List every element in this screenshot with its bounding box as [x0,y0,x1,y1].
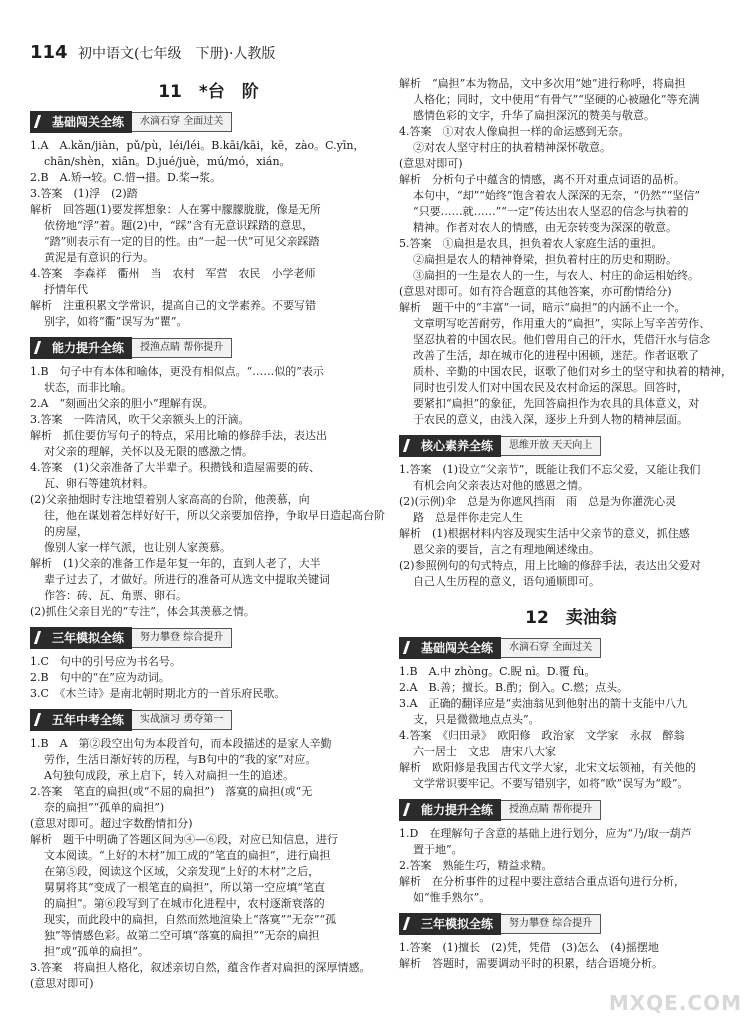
answer-line: 1.B A 第②段空出句为本段首句，而本段描述的是家人辛勤 [30,737,332,750]
answer-line: 对父亲的理解，关怀以及无限的感激之情。 [44,445,253,458]
answer-line: 瓦、卵石等建筑材料。 [44,477,154,490]
answer-line: chān/shèn，xiān。D.jué/juè，mú/mó，xián。 [44,155,291,168]
section-title: 核心素养全练 [399,435,501,457]
answer-line: 2.A B.善；擅长。B.酌；倒入。C.燃；点头。 [399,681,629,694]
section-subtitle: 实战演习 勇夺第一 [132,710,232,730]
answer-line: 3.A 正确的翻译应是“卖油翁见到他射出的箭十支能中八九 [399,697,688,710]
answer-line: (2)(示例)伞 总是为你遮风挡雨 雨 总是为你灌洗心灵 [399,495,677,508]
answer-line: 独”等情感色彩。故第二空可填“落寞的扁担”“无奈的扁担 [44,929,320,942]
answer-line: 像别人家一样气派，也让别人家羡慕。 [44,541,231,554]
book-title: 初中语文(七年级 下册)·人教版 [78,46,276,62]
answer-line: 置于地”。 [413,843,463,856]
answer-line: 解析 欧阳修是我国古代文学大家，北宋文坛领袖，有关他的 [399,761,696,774]
answer-line: 感情色彩的文字，升华了扁担深沉的赞美与敬意。 [413,109,655,122]
answer-line: 作答：砖、瓦、角票、卵石。 [44,589,187,602]
answer-line: (意思对即可) [399,157,463,170]
answer-line: 往，他在谋划着怎样好好干，所以父亲要加倍挣，争取早日造起高台阶的房屋， [44,509,385,538]
page-header [30,44,275,63]
answer-line: 同时也引发人们对中国农民及农村命运的深思。回答时， [413,381,688,394]
section-header [399,637,743,659]
answer-line: 人格化；同时，文中使用“有骨气”“坚硬的心被融化”等充满 [413,93,700,106]
answer-line: 解析 “扁担”本为物品，文中多次用“她”进行称呼，将扁担 [399,77,686,90]
answer-line: “踏”则表示有一定的目的性。由“一起一伏”可见父亲踩踏 [44,235,320,248]
answer-line: 1.答案 (1)擅长 (2)凭，凭借 (3)怎么 (4)摇摆地 [399,941,659,954]
answer-line: 解析 (1)父亲的准备工作是年复一年的，直到人老了，大半 [30,557,321,570]
answer-line: 担”或“孤单的扁担”。 [44,945,149,958]
answer-line: 文学常识要牢记。不要写错别字，如将“欧”误写为“殴”。 [413,777,689,790]
section-subtitle: 水滴石穿 全面过关 [501,638,601,658]
answer-line: 解析 注重积累文学常识，提高自己的文学素养。不要写错 [30,299,316,312]
answer-line: 解析 (1)根据材料内容及现实生活中父亲节的意义，抓住感 [399,527,690,540]
page-number: 114 [30,42,68,63]
answer-line: 黄泥是有意识的行为。 [44,251,154,264]
answer-line: 恩父亲的要旨，言之有理地阐述缘由。 [413,543,600,556]
section-subtitle: 努力攀登 综合提升 [132,628,232,648]
answer-line: 六一居士 文忠 唐宋八大家 [413,745,556,758]
answer-line: 解析 在分析事件的过程中要注意结合重点语句进行分析， [399,875,685,888]
section-header [30,111,387,133]
section-subtitle: 努力攀登 综合提升 [501,914,601,934]
answer-line: 2.答案 笔直的扁担(或“不屈的扁担”) 落寞的扁担(或“无 [30,785,313,798]
answer-line: ③扁担的一生是农人的一生，与农人、村庄的命运相始终。 [413,269,699,282]
answer-line: 1.C 句中的引号应为书名号。 [30,655,181,668]
answer-line: 2.B 句中的“在”应为动词。 [30,671,170,684]
section-title: 能力提升全练 [399,799,501,821]
lesson-title: 12 卖油翁 [525,608,617,628]
answer-line: 3.答案 将扁担人格化，叙述亲切自然，蕴含作者对扁担的深厚情感。 [30,961,371,974]
answer-line: 的扁担”。第⑥段写到了在城市化进程中，农村逐渐衰落的 [44,897,325,910]
answer-line: 解析 答题时，需要调动平时的积累，结合语境分析。 [399,957,663,970]
lesson-title: 11 *台 阶 [158,82,259,102]
answer-line: 要紧扣“扁担”的象征，先回答扁担作为农具的具体意义，对 [413,397,700,410]
section-subtitle: 思维开放 天天向上 [501,436,601,456]
section-title: 五年中考全练 [30,709,132,731]
answer-line: 文章明写吃苦耐劳，作用重大的“扁担”，实际上写辛苦劳作、 [413,317,711,330]
answer-line: 解析 题干中的“丰富”一词，暗示“扁担”的内涵不止一个。 [399,301,686,314]
answer-line: ②对农人坚守村庄的执着精神深怀敬意。 [413,141,611,154]
left-column [30,76,387,992]
section-subtitle: 水滴石穿 全面过关 [132,112,232,132]
section-title: 基础闯关全练 [399,637,501,659]
answer-line: 4.答案 (1)父亲准备了大半辈子。积攒钱和造屋需要的砖、 [30,461,321,474]
answer-line: 4.答案 ①对农人像扁担一样的命运感到无奈。 [399,125,630,138]
right-column [399,76,743,972]
answer-line: ②扁担是农人的精神脊梁，担负着村庄的历史和期盼。 [413,253,677,266]
answer-line: 1.A A.kǎn/jiàn，pǔ/pù，léi/léi。B.kāi/kāi，kē，zào。C.yīn， [30,139,365,152]
answer-line: 舅舅将其“变成了一根笔直的扁担”，所以第一空应填“笔直 [44,881,325,894]
answer-line: 解析 分析句子中蕴含的情感，离不开对重点词语的品析。 [399,173,685,186]
answer-line: 3.答案 (1)浮 (2)踏 [30,187,138,200]
section-header [399,799,743,821]
section-title: 基础闯关全练 [30,111,132,133]
answer-line: 1.D 在理解句子含意的基础上进行划分，应为“乃/取一葫芦 [399,827,692,840]
answer-line: 解析 回答题(1)要发挥想象：人在雾中朦朦胧胧，像是无所 [30,203,321,216]
answer-line: 依傍地“浮”着。题(2)中，“踩”含有无意识踩踏的意思， [44,219,314,232]
answer-line: 状态，而非比喻。 [44,381,132,394]
answer-line: 2.B A.矫→较。C.惜→措。D.桨→浆。 [30,171,222,184]
answer-line: 1.B 句子中有本体和喻体，更没有相似点。“……似的”表示 [30,365,324,378]
answer-line: (意思对即可。超过字数酌情扣分) [30,817,193,830]
answer-line: (意思对即可。如有符合题意的其他答案，亦可酌情给分) [399,285,672,298]
section-title: 三年模拟全练 [30,627,132,649]
answer-line: 解析 抓住要仿写句子的特点，采用比喻的修辞手法，表达出 [30,429,327,442]
answer-line: 4.答案 《归田录》 欧阳修 政治家 文学家 永叔 醉翁 [399,729,685,742]
section-header [30,709,387,731]
answer-line: (2)抓住父亲目光的“专注”，体会其羡慕之情。 [30,605,255,618]
answer-line: 4.答案 李森祥 衢州 当 农村 军营 农民 小学老师 [30,267,316,280]
answer-line: 奈的扁担”“孤单的扁担”) [44,801,165,814]
answer-line: 文本阅读。“上好的木材”加工成的“笔直的扁担”，进行扁担 [44,849,331,862]
answer-line: 质朴、辛勤的中国农民，讴歌了他们对乡土的坚守和执着的精神， [413,365,732,378]
answer-line: (2)父亲抽烟时专注地望着别人家高高的台阶，他羡慕，向 [30,493,310,506]
section-header [30,337,387,359]
answer-line: 本句中，“却”“始终”饱含着农人深深的无奈，“仍然”“坚信” [413,189,700,202]
answer-line: 3.答案 一阵清风，吹干父亲额头上的汗滴。 [30,413,250,426]
section-header [30,627,387,649]
answer-line: 劳作，生活日渐好转的历程，与B句中的“我的家”对应。 [44,753,317,766]
section-subtitle: 授渔点睛 帮你提升 [132,338,232,358]
answer-line: 2.答案 熟能生巧，精益求精。 [399,859,553,872]
answer-line: 1.B A.中 zhòng。C.睨 nì。D.覆 fù。 [399,665,596,678]
section-header [399,913,743,935]
section-subtitle: 授渔点睛 帮你提升 [501,800,601,820]
section-title: 三年模拟全练 [399,913,501,935]
answer-line: “只要……就……”“一定”传达出农人坚忍的信念与执着的 [413,205,689,218]
answer-line: 有机会向父亲表达对他的感恩之情。 [413,479,589,492]
watermark: MXQE.COM [608,991,742,1015]
answer-line: 自己人生历程的意义，语句通顺即可。 [413,575,600,588]
answer-line: 精神。作者对农人的情感，由无奈转变为深深的敬意。 [413,221,677,234]
answer-line: 坚忍执着的中国农民。他们曾用自己的汗水，凭借汗水与信念 [413,333,710,346]
answer-line: 路 总是伴你走完人生 [413,511,523,524]
section-title: 能力提升全练 [30,337,132,359]
answer-line: 2.A “刻画出父亲的胆小”理解有误。 [30,397,214,410]
answer-line: 5.答案 ①扁担是农具，担负着农人家庭生活的重担。 [399,237,663,250]
answer-line: 辈子过去了，才做好。所进行的准备可从选文中提取关键词 [44,573,330,586]
answer-line: 在第⑤段，阅读这个区域，父亲发现“上好的木材”之后， [44,865,320,878]
answer-line: (2)参照例句的句式特点，用上比喻的修辞手法，表达出父爱对 [399,559,701,572]
answer-line: (意思对即可) [30,977,94,990]
answer-line: 现实，而此段中的扁担，自然而然地渲染上“落寞”“无奈”“孤 [44,913,337,926]
answer-line: 1.答案 (1)设立“父亲节”，既能让我们不忘父爱，又能让我们 [399,463,701,476]
answer-line: 3.C 《木兰诗》是南北朝时期北方的一首乐府民歌。 [30,687,286,700]
answer-line: 抒情年代 [44,283,88,296]
answer-line: 支，只是微微地点点头”。 [413,713,540,726]
answer-line: 别字，如将“衢”误写为“瞿”。 [44,315,188,328]
answer-line: 于农民的意义，由浅入深，逐步上升到人物的精神层面。 [413,413,688,426]
answer-line: 解析 题干中明确了答题区间为④—⑥段，对应已知信息，进行 [30,833,338,846]
answer-line: A句独句成段，承上启下，转入对扁担一生的追述。 [44,769,294,782]
section-header [399,435,743,457]
answer-line: 如“惟手熟尔”。 [413,891,491,904]
answer-line: 改善了生活，却在城市化的进程中困顿，迷茫。作者讴歌了 [413,349,699,362]
